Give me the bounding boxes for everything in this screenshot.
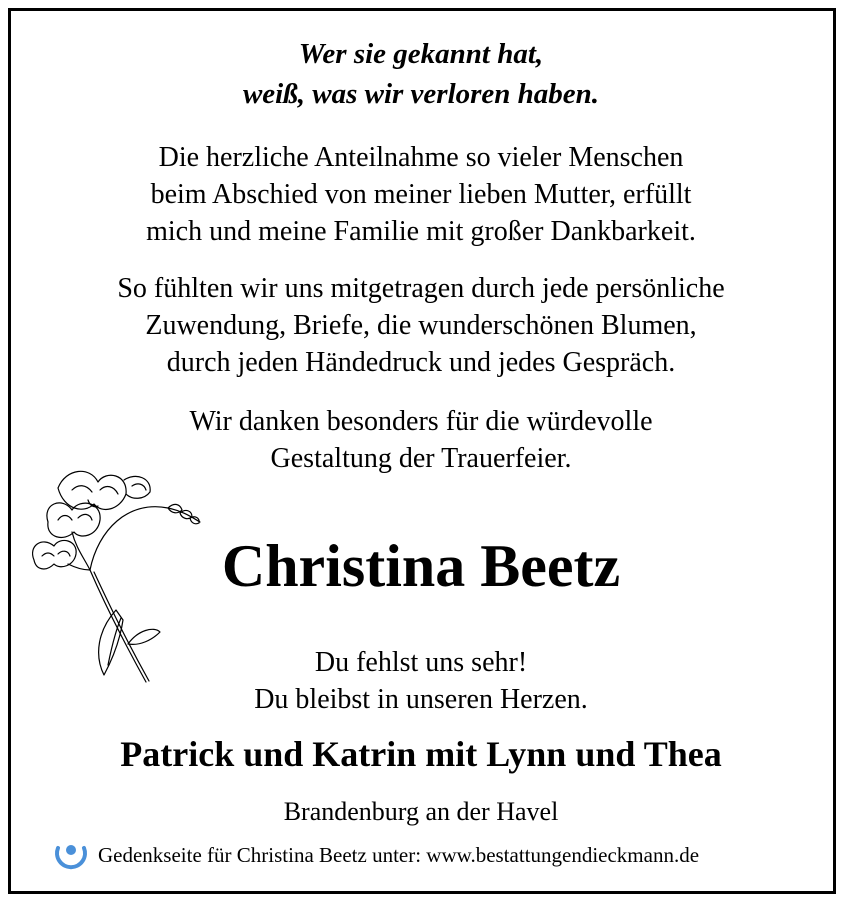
place: Brandenburg an der Havel [283,797,559,826]
motto-line-2: weiß, was wir verloren haben. [242,78,600,110]
memorial-logo-icon [54,838,88,872]
motto-line-1: Wer sie gekannt hat, [298,38,544,70]
paragraph-line: So fühlten wir uns mitgetragen durch jede persönliche [117,273,725,304]
gratitude-paragraph-3 [0,403,842,477]
deceased-name: Christina Beetz [221,533,621,599]
family-signature: Patrick und Katrin mit Lynn und Thea [120,734,722,774]
farewell-message [0,644,842,718]
paragraph-line: beim Abschied von meiner lieben Mutter, erfüllt [150,179,692,210]
paragraph-line: Zuwendung, Briefe, die wunderschönen Blumen, [145,310,697,341]
motto [0,34,842,114]
memorial-text[interactable]: Gedenkseite für Christina Beetz unter: www.bestattungendieckmann.de [98,842,700,867]
farewell-line-1: Du fehlst uns sehr! [314,647,528,678]
paragraph-line: durch jeden Händedruck und jedes Gespräch. [166,347,676,378]
gratitude-paragraph-1 [0,139,842,250]
paragraph-line: Wir danken besonders für die würdevolle [189,406,653,437]
gratitude-paragraph-2 [0,270,842,381]
paragraph-line: Die herzliche Anteilnahme so vieler Menschen [158,142,684,173]
paragraph-line: Gestaltung der Trauerfeier. [270,443,572,474]
paragraph-line: mich und meine Familie mit großer Dankbarkeit. [146,216,696,247]
farewell-line-2: Du bleibst in unseren Herzen. [254,684,588,715]
memorial-link[interactable] [54,838,699,872]
